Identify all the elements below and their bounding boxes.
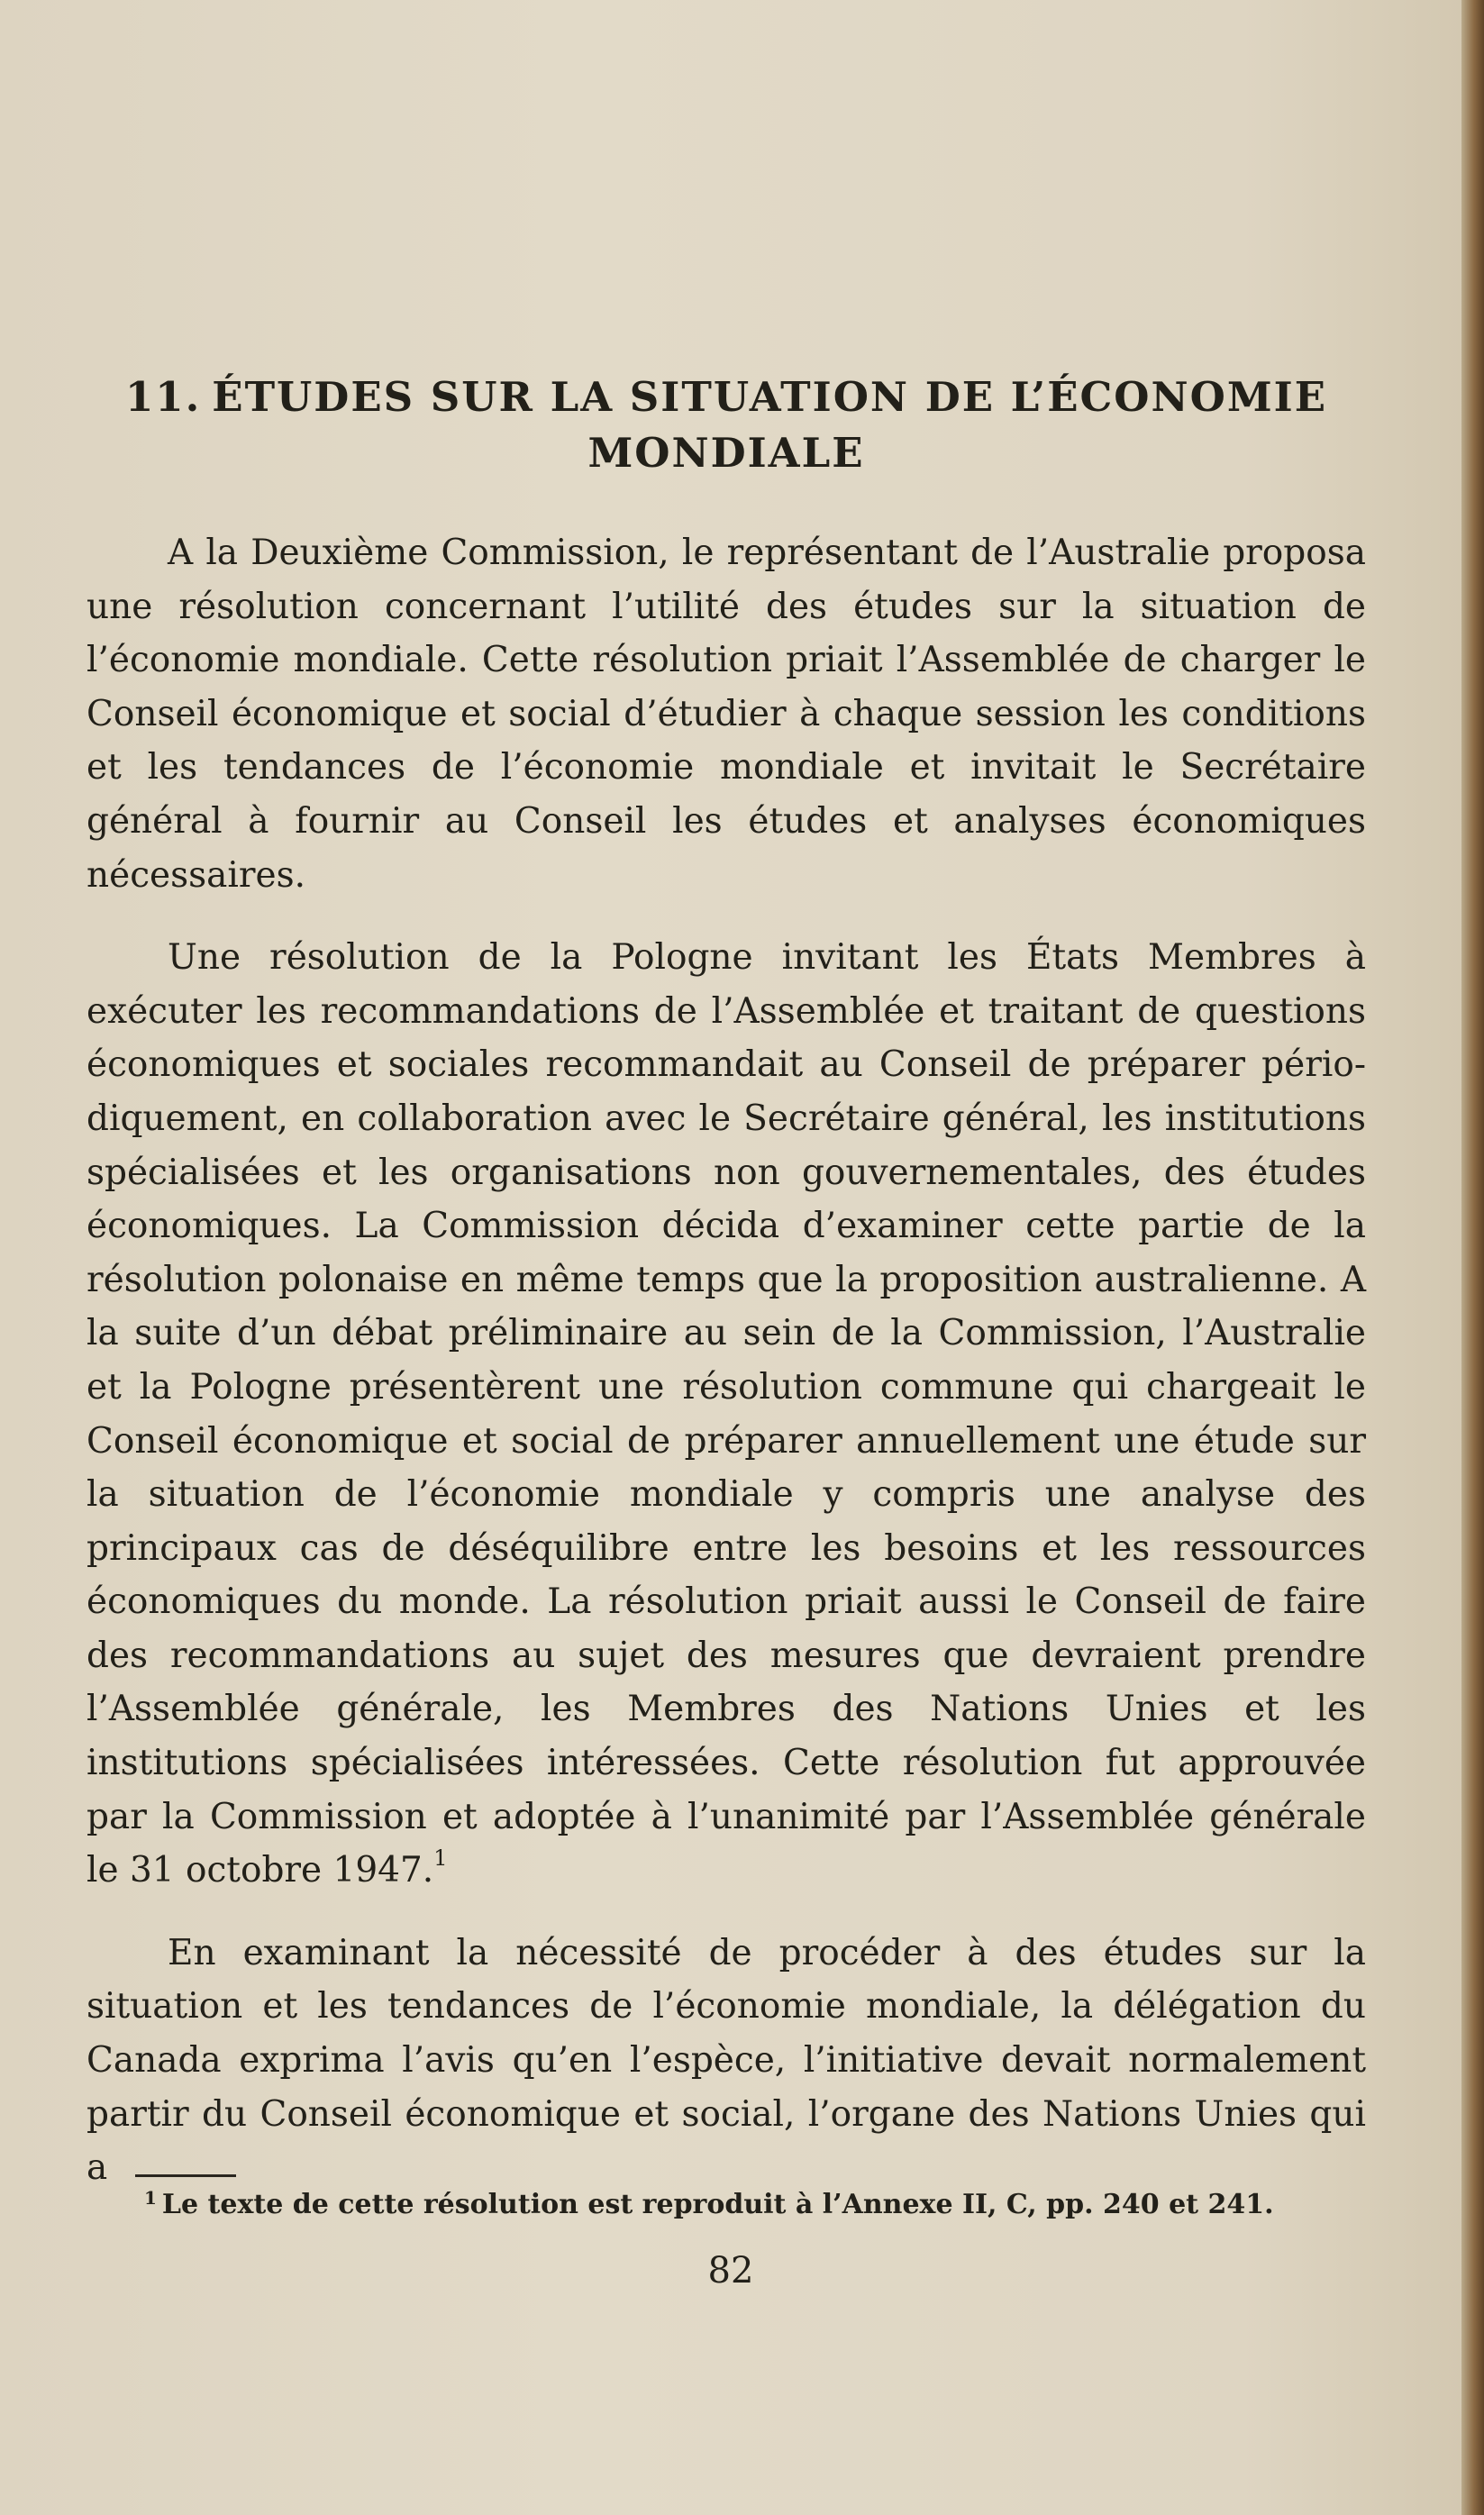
page-content — [86, 369, 1366, 2224]
paragraph-1: A la Deuxième Commission, le représentant de l’Australie proposa une résolution concernant l’utilité des études sur la situation de l’économie mondiale. Cette résolution priait l’Assemblée de charger le Conseil économique et social d’étudier à chaque session les conditions et les tendances de l’économie mondiale et invitait le Secrétaire général à fournir au Conseil les études et analyses économiques nécessaires. — [86, 533, 1366, 896]
paragraph-3: En examinant la nécessité de procéder à des études sur la situation et les tendances de l’économie mondiale, la délégation du Canada exprima l’avis qu’en l’espèce, l’initiative devait normalement partir du Conseil économique et social, l’organe des Nations Unies qui a — [86, 1932, 1366, 2189]
page-number: 82 — [707, 2250, 754, 2292]
footnote-text: Le texte de cette résolution est reproduit à l’Annexe II, C, pp. 240 et 241. — [161, 2189, 1274, 2220]
footnote — [144, 2184, 1316, 2226]
footnote-marker: 1 — [144, 2187, 157, 2209]
paragraph-2 — [86, 931, 1366, 1898]
footnote-reference: 1 — [433, 1845, 448, 1872]
section-title-line2: MONDIALE — [587, 429, 865, 477]
book-page-edge — [1461, 0, 1484, 2515]
section-heading — [86, 369, 1366, 481]
footnote-divider — [135, 2174, 236, 2177]
section-number: 11. — [124, 373, 202, 421]
paragraph-2-text: Une résolution de la Pologne invitant les États Membres à exécuter les recommandations de l’Assemblée et traitant de questions économiques et sociales recommandait au Conseil de préparer périodiquement, en collaboration avec le Secrétaire général, les institutions spécialisées et les organisations non gouvernementales, des études économiques. La Commission décida d’examiner cette partie de la résolution polonaise en même temps que la proposition australienne. A la suite d’un débat préliminaire au sein de la Commission, l’Australie et la Pologne présentèrent une résolution commune qui chargeait le Conseil économique et social de préparer annuellement une étude sur la situation de l’économie mondiale y compris une analyse des principaux cas de déséquilibre entre les besoins et les ressources économiques du monde. La résolution priait aussi le Conseil de faire des recommandations au sujet des mesures que devraient prendre l’Assemblée générale, les Membres des Nations Unies et les institutions spécialisées intéressées. Cette résolution fut approuvée par la Commission et adoptée à l’unanimité par l’Assemblée générale le 31 octobre 1947. — [86, 937, 1366, 1891]
section-title-line1: ÉTUDES SUR LA SITUATION DE L’ÉCONOMIE — [212, 373, 1328, 421]
